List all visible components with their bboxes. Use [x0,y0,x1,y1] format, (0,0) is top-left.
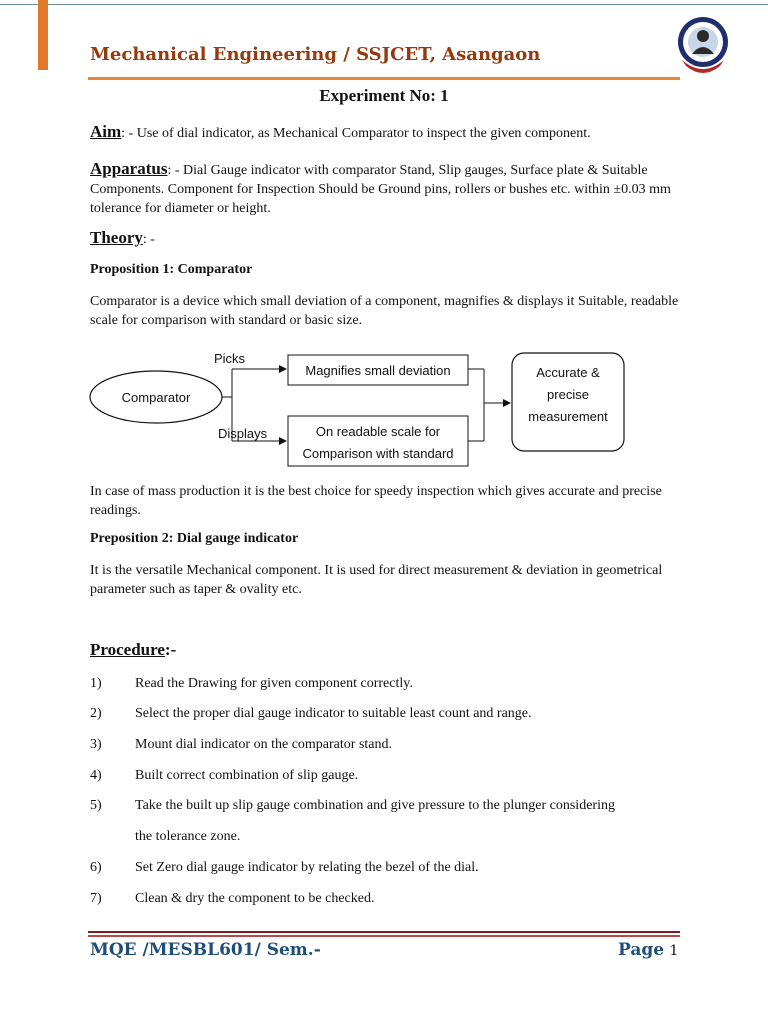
aim-text: : - Use of dial indicator, as Mechanical Comparator to inspect the given component. [121,126,591,141]
apparatus-section [90,159,680,218]
result-line3: measurement [528,409,608,424]
proposition1-title: Proposition 1: Comparator [90,262,253,277]
comparator-diagram [86,345,646,475]
theory-heading [90,228,155,249]
comparator-label: Comparator [121,390,191,405]
picks-label: Picks [214,351,246,366]
header-title: Mechanical Engineering / SSJCET, Asangaon [90,44,541,65]
result-line1: Accurate & [536,365,600,380]
procedure-item: 1) Read the Drawing for given component correctly. [90,676,413,691]
proposition2-text: It is the versatile Mechanical component. It is used for direct measurement & deviation in geometrical parameter such as taper & ovality etc. [90,563,663,597]
procedure-suffix: :- [164,640,177,659]
top-border [0,4,768,5]
procedure-heading [90,640,176,661]
apparatus-label: Apparatus [90,159,168,178]
header-accent-bar [38,0,48,70]
experiment-title: Experiment No: 1 [319,86,449,105]
magnify-box-label: Magnifies small deviation [305,363,451,378]
procedure-item: 5) Take the built up slip gauge combination and give pressure to the plunger considering [90,798,615,813]
procedure-item: the tolerance zone. [135,829,241,844]
footer-course-code: MQE /MESBL601/ Sem.- [90,940,321,960]
procedure-label: Procedure [90,640,165,659]
result-line2: precise [547,387,589,402]
procedure-item: 7) Clean & dry the component to be checked. [90,891,375,906]
aim-label: Aim [90,122,122,141]
procedure-item: 2) Select the proper dial gauge indicator to suitable least count and range. [90,706,532,721]
header-rule [88,77,680,80]
procedure-item: 3) Mount dial indicator on the comparator stand. [90,737,392,752]
footer-page [618,940,678,960]
page-number: 1 [669,943,679,959]
footer-rule [88,935,680,937]
procedure-item: 4) Built correct combination of slip gauge. [90,768,359,783]
theory-label: Theory [90,228,143,247]
procedure-item: 6) Set Zero dial gauge indicator by relating the bezel of the dial. [90,860,479,875]
proposition1-text: Comparator is a device which small deviation of a component, magnifies & displays it Suitable, readable scale for comparison with standard or basic size. [90,294,679,328]
mass-production-text: In case of mass production it is the best choice for speedy inspection which gives accurate and precise readings. [90,484,662,518]
displays-label: Displays [218,426,268,441]
footer-rule [88,931,680,933]
college-seal-icon [676,14,730,78]
display-box-line1: On readable scale for [315,424,441,439]
apparatus-text: : - Dial Gauge indicator with comparator Stand, Slip gauges, Surface plate & Suitable Components. Component for Inspection Should be Ground pins, rollers or bushes etc. within ±0.03 mm tolerance for diameter or height. [90,163,671,216]
theory-suffix: : - [142,232,155,247]
page-label: Page [618,940,665,960]
proposition2-title: Preposition 2: Dial gauge indicator [90,531,299,546]
display-box-line2: Comparison with standard [302,446,454,461]
aim-section [90,122,690,143]
